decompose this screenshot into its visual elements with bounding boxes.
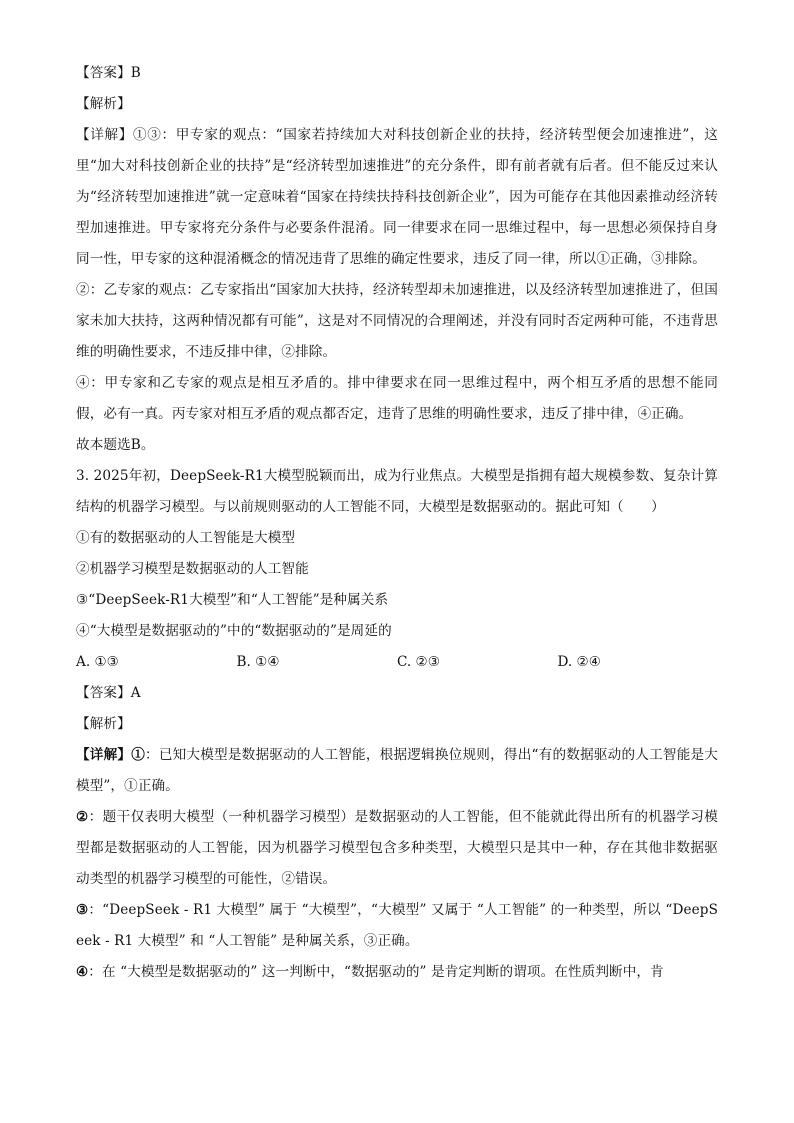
detail-paragraph: ④：在 “大模型是数据驱动的” 这一判断中，“数据驱动的” 是肯定判断的谓项。在性质判断中，肯 [76, 964, 664, 980]
detail-paragraph: ④：甲专家和乙专家的观点是相互矛盾的。排中律要求在同一思维过程中，两个相互矛盾的思想不能同假，必有一真。丙专家对相互矛盾的观点都否定，违背了思维的明确性要求，违反了排中律，④正确。 [76, 375, 718, 422]
option-d: D. ②④ [557, 654, 601, 670]
answer-label-1: 【答案】B [76, 65, 141, 81]
document-page [76, 58, 718, 988]
detail-paragraph: 【详解】①③：甲专家的观点：“国家若持续加大对科技创新企业的扶持，经济转型便会加速推进”，这里“加大对科技创新企业的扶持”是“经济转型加速推进”的充分条件，即有前者就有后者。但不能反过来认为“经济转型加速推进”就一定意味着“国家在持续扶持科技创新企业”，因为可能存在其他因素推动经济转型加速推进。甲专家将充分条件与必要条件混淆。同一律要求在同一思维过程中，每一思想必须保持自身同一性，甲专家的这种混淆概念的情况违背了思维的确定性要求，违反了同一律，所以①正确，③排除。 [76, 127, 718, 267]
statement-item: ②机器学习模型是数据驱动的人工智能 [76, 561, 309, 577]
option-a: A. ①③ [76, 654, 119, 670]
statement-item: ④“大模型是数据驱动的”中的“数据驱动的”是周延的 [76, 623, 392, 639]
question-stem: 3. 2025年初，DeepSeek-R1大模型脱颖而出，成为行业焦点。大模型是指拥有超大规模参数、复杂计算结构的机器学习模型。与以前规则驱动的人工智能不同，大模型是数据驱动的。据此可知（ ） [76, 468, 718, 515]
detail-paragraph: ②：乙专家的观点：乙专家指出“国家加大扶持，经济转型却未加速推进，以及经济转型加速推进了，但国家未加大扶持，这两种情况都有可能”，这是对不同情况的合理阐述，并没有同时否定两种可能，不违背思维的明确性要求，不违反排中律，②排除。 [76, 282, 718, 360]
answer-options [76, 647, 718, 678]
detail-marker: ③ [76, 902, 89, 918]
statement-item: ③“DeepSeek-R1大模型”和“人工智能”是种属关系 [76, 592, 389, 608]
detail-marker: 【详解】① [76, 747, 146, 763]
detail-marker: ② [76, 809, 89, 825]
detail-marker: ④ [76, 964, 89, 980]
conclusion-line: 故本题选B。 [76, 437, 155, 453]
statement-item: ①有的数据驱动的人工智能是大模型 [76, 530, 296, 546]
option-c: C. ②③ [397, 654, 440, 670]
analysis-label-1: 【解析】 [76, 96, 131, 112]
detail-paragraph: ③：“DeepSeek - R1 大模型” 属于 “大模型”，“大模型” 又属于 “人工智能” 的一种类型，所以 “DeepSeek - R1 大模型” 和 “人工智能” 是种属关系，③正确。 [76, 902, 718, 949]
detail-paragraph: 【详解】①：已知大模型是数据驱动的人工智能，根据逻辑换位规则，得出“有的数据驱动的人工智能是大模型”，①正确。 [76, 747, 718, 794]
analysis-label-2: 【解析】 [76, 716, 131, 732]
option-b: B. ①④ [236, 654, 280, 670]
answer-label-2: 【答案】A [76, 685, 141, 701]
detail-paragraph: ②：题干仅表明大模型（一种机器学习模型）是数据驱动的人工智能，但不能就此得出所有的机器学习模型都是数据驱动的人工智能，因为机器学习模型包含多种类型，大模型只是其中一种，存在其他非数据驱动类型的机器学习模型的可能性，②错误。 [76, 809, 718, 887]
